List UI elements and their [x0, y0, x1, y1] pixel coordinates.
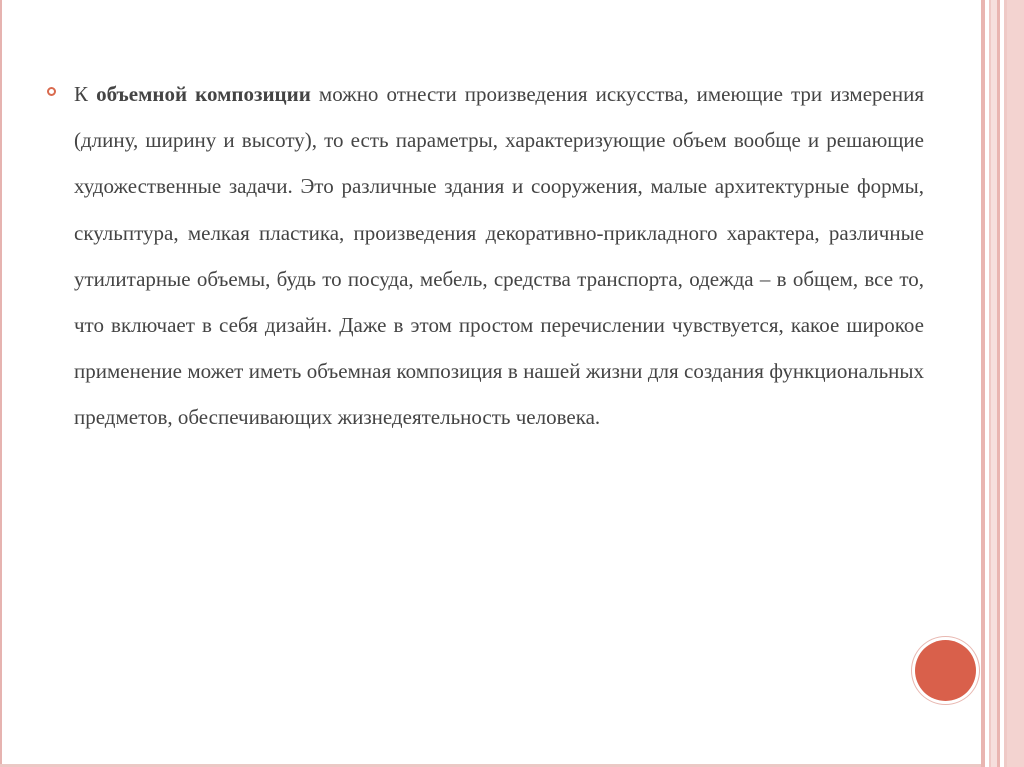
left-border — [0, 0, 2, 767]
body-paragraph — [74, 71, 924, 441]
paragraph-intro: К — [74, 82, 97, 106]
paragraph-body: можно отнести произведения искусства, имеющие три измерения (длину, ширину и высоту), то есть параметры, характеризующие объем вообще и решающие художественные задачи. Это различные здания и сооружения, малые архитектурные формы, скульптура, мелкая пластика, произведения декоративно-прикладного характера, различные утилитарные объемы, будь то посуда, мебель, средства транспорта, одежда – в общем, все то, что включает в себя дизайн. Даже в этом простом перечислении чувствуется, какое широкое применение может иметь объемная композиция в нашей жизни для создания функциональных предметов, обеспечивающих жизнедеятельность человека. — [74, 82, 925, 430]
orange-circle-icon — [915, 640, 976, 701]
ring-bullet-icon — [47, 87, 56, 96]
paragraph-bold-term: объемной композиции — [96, 82, 311, 106]
stripe-8 — [1007, 0, 1024, 767]
